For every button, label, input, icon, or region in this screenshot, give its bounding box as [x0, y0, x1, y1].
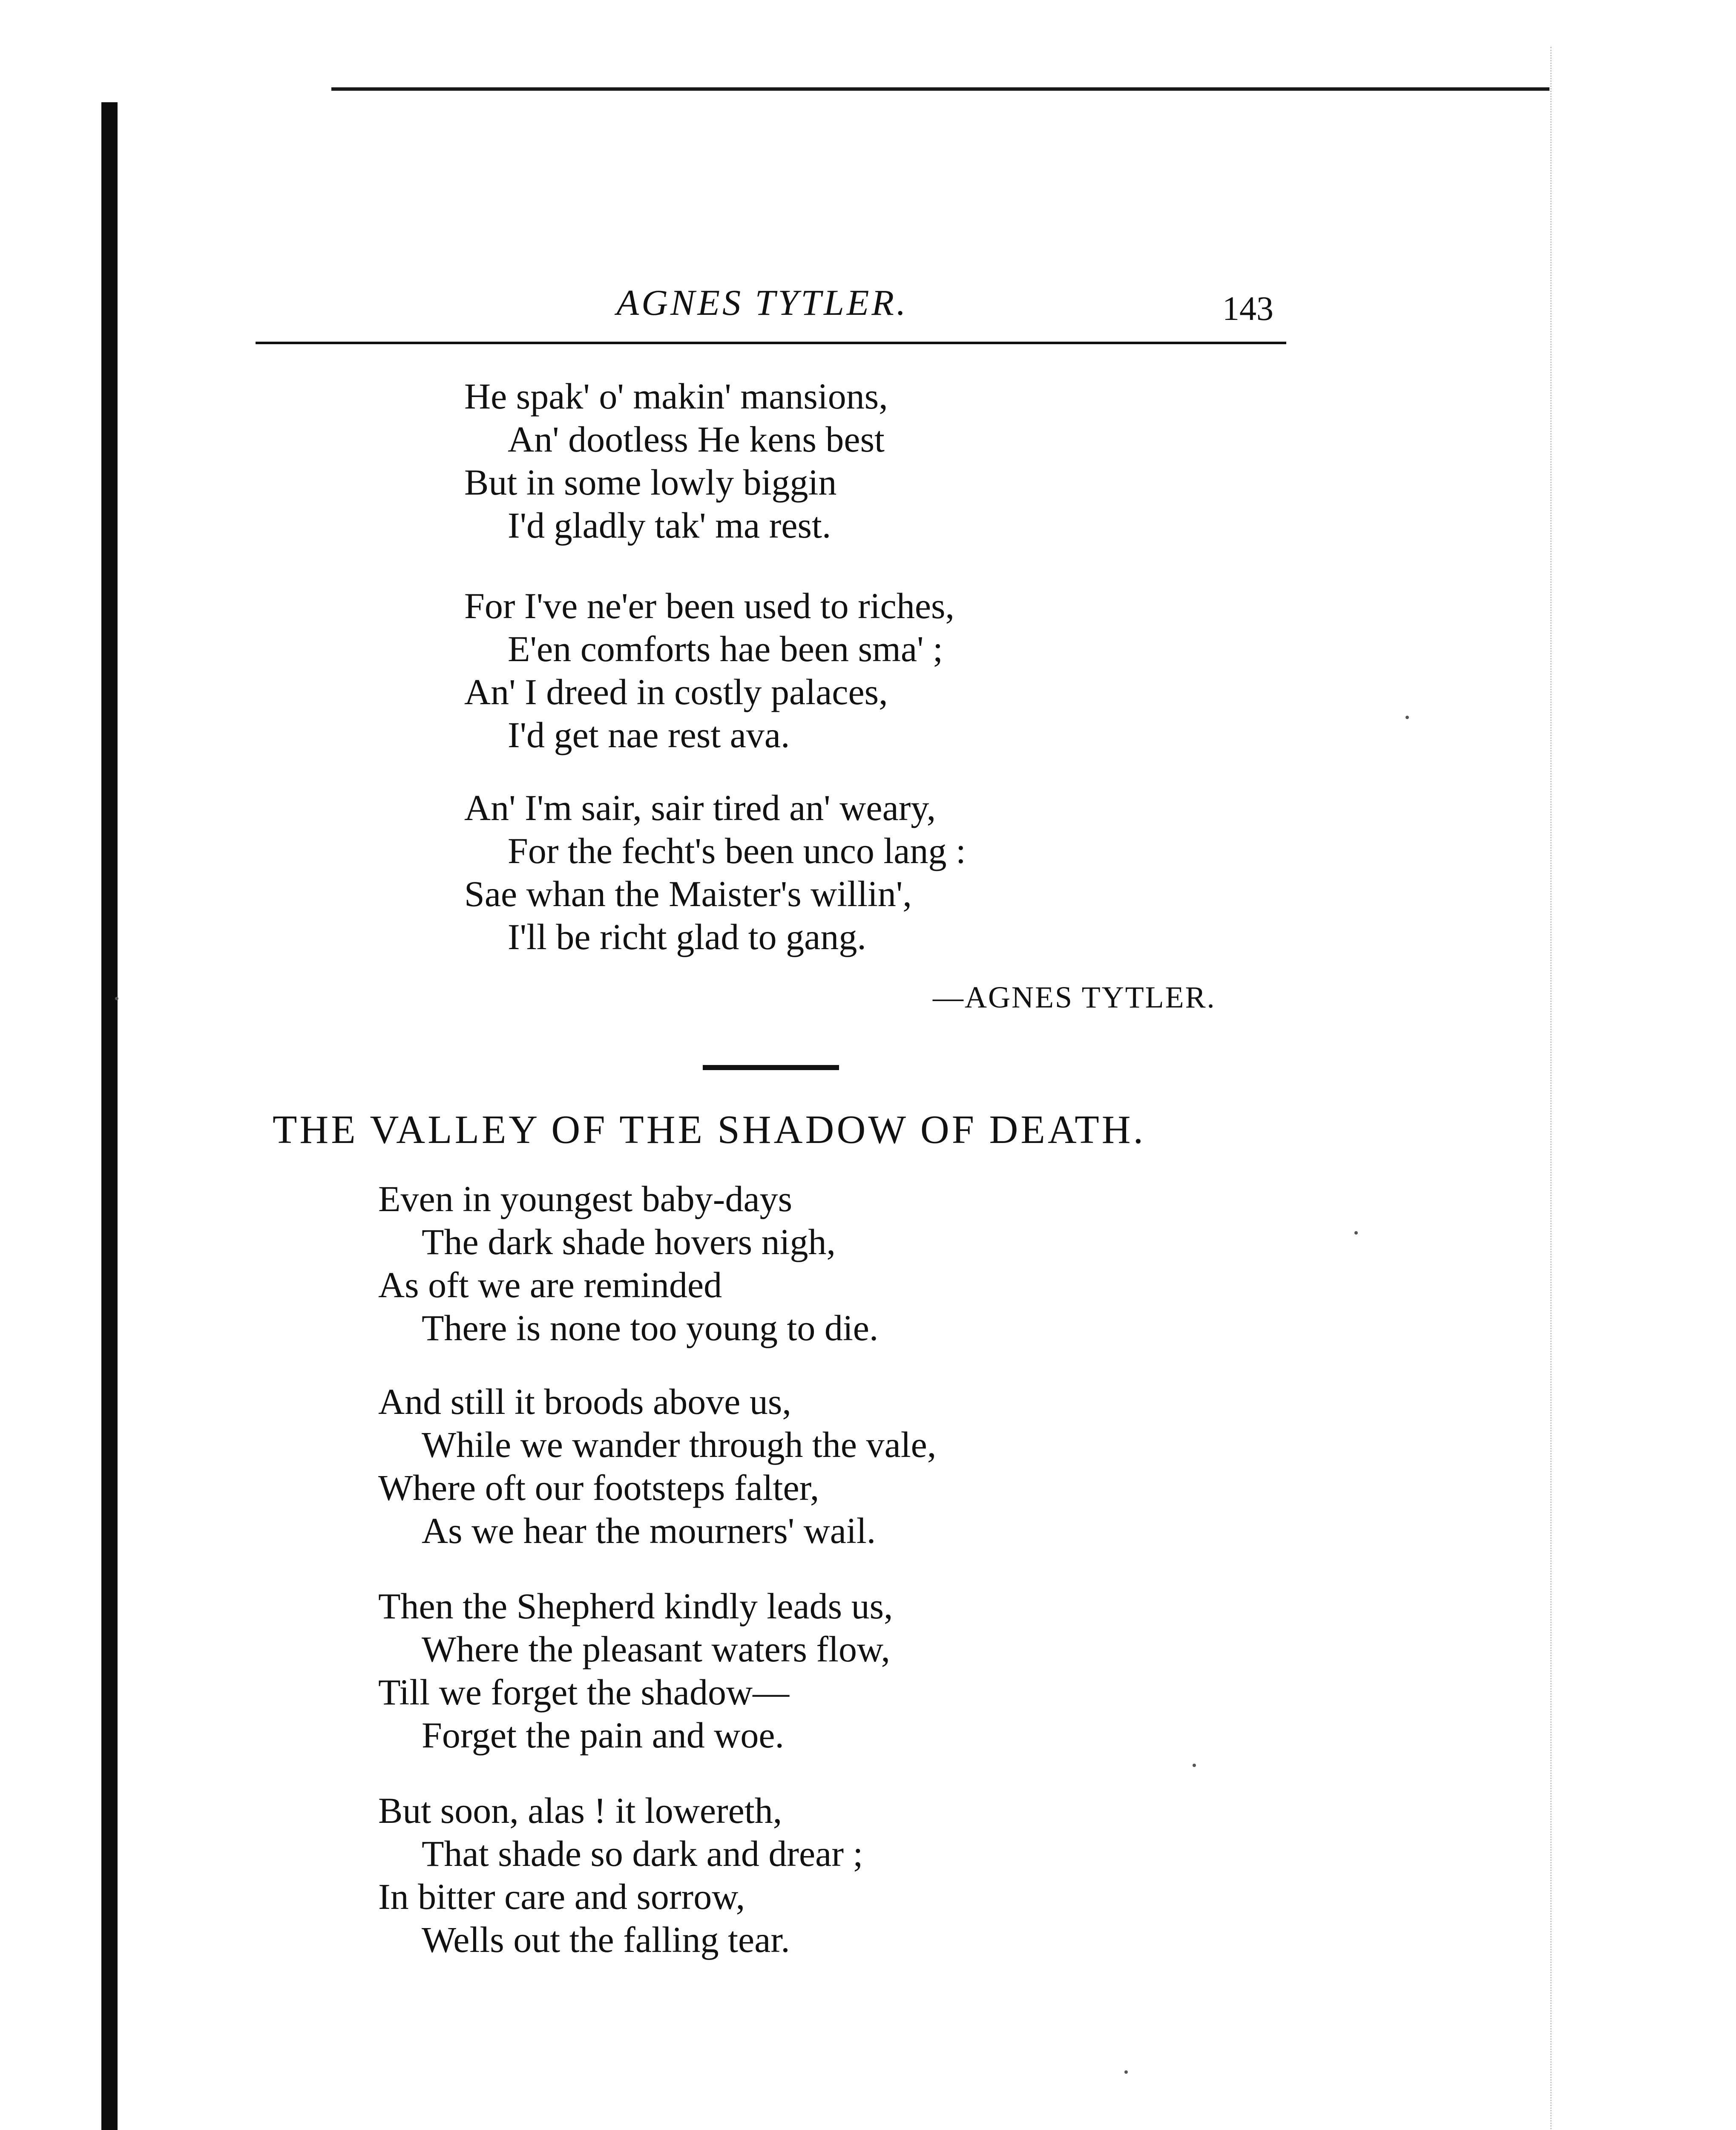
poem2-stanza-2 [378, 1380, 936, 1552]
scan-speck [1124, 2070, 1128, 2074]
scan-speck [1405, 716, 1409, 719]
page-edge [1550, 47, 1559, 2130]
verse-line: For I've ne'er been used to riches, [464, 585, 954, 626]
poem1-stanza-2 [464, 584, 954, 757]
poem2-stanza-4 [378, 1789, 863, 1961]
verse-line: While we wander through the vale, [422, 1424, 937, 1465]
verse-line: For the fecht's been unco lang : [508, 830, 966, 871]
verse-line: E'en comforts hae been sma' ; [508, 628, 943, 669]
verse-line: Then the Shepherd kindly leads us, [378, 1586, 893, 1626]
section-separator [703, 1065, 839, 1070]
poem2-stanza-3 [378, 1585, 893, 1757]
verse-line: An' I dreed in costly palaces, [464, 671, 888, 712]
scan-speck [115, 997, 118, 1000]
verse-line: I'll be richt glad to gang. [508, 916, 866, 957]
scan-speck [1193, 1764, 1196, 1767]
verse-line: Till we forget the shadow— [378, 1672, 790, 1713]
verse-line: I'd get nae rest ava. [508, 714, 790, 755]
scan-speck [1354, 1231, 1358, 1235]
verse-line: I'd gladly tak' ma rest. [508, 505, 831, 546]
verse-line: There is none too young to die. [422, 1307, 879, 1348]
poem-attribution: —AGNES TYTLER. [933, 980, 1216, 1014]
verse-line: The dark shade hovers nigh, [422, 1221, 836, 1262]
poem1-stanza-1 [464, 375, 888, 547]
verse-line: But in some lowly biggin [464, 462, 837, 503]
verse-line: He spak' o' makin' mansions, [464, 376, 888, 417]
verse-line: Where oft our footsteps falter, [378, 1467, 819, 1508]
poem-title: THE VALLEY OF THE SHADOW OF DEATH. [273, 1108, 1146, 1152]
running-head: AGNES TYTLER. [616, 282, 908, 323]
verse-line: Wells out the falling tear. [422, 1919, 790, 1960]
verse-line: In bitter care and sorrow, [378, 1876, 745, 1917]
verse-line: And still it broods above us, [378, 1381, 791, 1422]
verse-line: Sae whan the Maister's willin', [464, 873, 912, 914]
page-number: 143 [1222, 290, 1273, 328]
poem2-stanza-1 [378, 1177, 878, 1350]
verse-line: An' I'm sair, sair tired an' weary, [464, 787, 936, 828]
page-top-rule [331, 87, 1549, 91]
poem1-stanza-3 [464, 786, 966, 958]
header-rule [256, 342, 1286, 344]
verse-line: As oft we are reminded [378, 1264, 722, 1305]
verse-line: Forget the pain and woe. [422, 1715, 785, 1756]
verse-line: But soon, alas ! it lowereth, [378, 1790, 782, 1831]
verse-line: Where the pleasant waters flow, [422, 1629, 890, 1669]
verse-line: An' dootless He kens best [508, 419, 885, 460]
binding-shadow [101, 102, 118, 2130]
verse-line: That shade so dark and drear ; [422, 1833, 863, 1874]
verse-line: As we hear the mourners' wail. [422, 1510, 876, 1551]
verse-line: Even in youngest baby-days [378, 1178, 793, 1219]
